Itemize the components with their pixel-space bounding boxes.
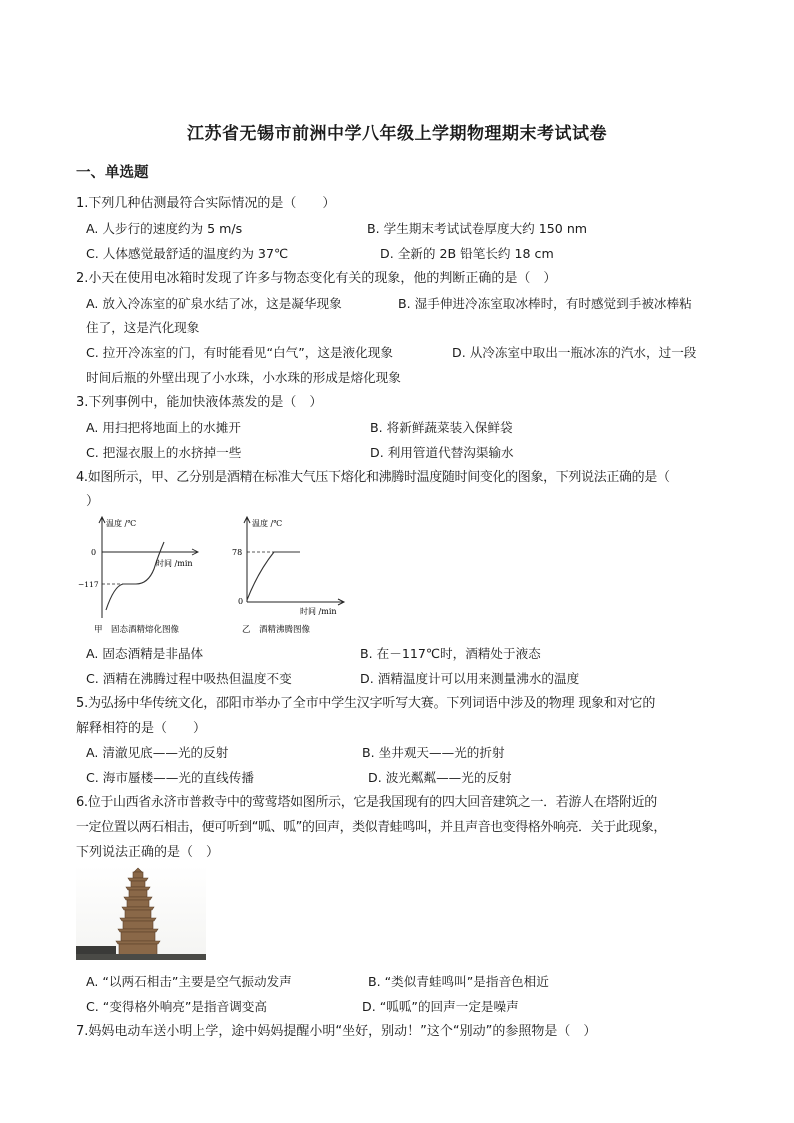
question-4-option-b: B. 在－117℃时，酒精处于液态 [360, 646, 541, 661]
question-4-option-d: D. 酒精温度计可以用来测量沸水的温度 [360, 671, 580, 686]
melting-graph-figure [78, 514, 203, 640]
question-2-stem: 2.小天在使用电冰箱时发现了许多与物态变化有关的现象，他的判断正确的是（ ） [76, 271, 557, 286]
question-5-stem-cont: 解释相符的是（ ） [76, 721, 207, 736]
question-5-option-b: B. 坐井观天——光的折射 [362, 745, 505, 760]
section-heading: 一、单选题 [76, 165, 149, 181]
boiling-graph-figure [230, 514, 350, 640]
question-3-option-a: A. 用扫把将地面上的水摊开 [86, 420, 241, 435]
melting-xlabel: 时间 /min [156, 559, 193, 568]
melting-tick-minus117: −117 [78, 580, 99, 589]
question-2-option-b-cont: 住了，这是汽化现象 [86, 320, 200, 335]
question-5-stem: 5.为弘扬中华传统文化，邵阳市举办了全市中学生汉字听写大赛。下列词语中涉及的物理 现象和对它的 [76, 696, 656, 711]
question-1-stem: 1.下列几种估测最符合实际情况的是（ ） [76, 196, 336, 211]
question-6-stem: 6.位于山西省永济市普救寺中的莺莺塔如图所示，它是我国现有的四大回音建筑之一．若游人在塔附近的 [76, 795, 657, 810]
question-2-option-a: A. 放入冷冻室的矿泉水结了冰，这是凝华现象 [86, 296, 342, 311]
question-1-option-b: B. 学生期末考试试卷厚度大约 150 nm [367, 221, 588, 236]
question-6-option-c: C. “变得格外响亮”是指音调变高 [86, 999, 267, 1014]
boiling-tick-78: 78 [232, 548, 243, 557]
page-title: 江苏省无锡市前洲中学八年级上学期物理期末考试试卷 [187, 124, 607, 144]
question-3-stem: 3.下列事例中，能加快液体蒸发的是（ ） [76, 395, 323, 410]
question-2-option-c: C. 拉开冷冻室的门，有时能看见“白气”，这是液化现象 [86, 345, 393, 360]
question-5-option-a: A. 清澈见底——光的反射 [86, 745, 229, 760]
question-4-option-a: A. 固态酒精是非晶体 [86, 646, 204, 661]
pagoda-photo [76, 866, 206, 960]
question-6-option-b: B. “类似青蛙鸣叫”是指音色相近 [368, 974, 549, 989]
question-4-option-c: C. 酒精在沸腾过程中吸热但温度不变 [86, 671, 292, 686]
question-1-option-d: D. 全新的 2B 铅笔长约 18 cm [380, 246, 554, 261]
boiling-ylabel: 温度 /℃ [252, 519, 283, 528]
question-2-option-d: D. 从冷冻室中取出一瓶冰冻的汽水，过一段 [452, 345, 697, 360]
question-5-option-c: C. 海市蜃楼——光的直线传播 [86, 770, 254, 785]
question-6-option-a: A. “以两石相击”主要是空气振动发声 [86, 974, 292, 989]
question-1-option-a: A. 人步行的速度约为 5 m/s [86, 221, 243, 236]
question-6-stem-cont2: 下列说法正确的是（ ） [76, 845, 220, 860]
question-3-option-c: C. 把湿衣服上的水挤掉一些 [86, 445, 242, 460]
boiling-xlabel: 时间 /min [300, 607, 337, 616]
question-4-stem-cont: ） [86, 494, 100, 509]
melting-tick-zero: 0 [91, 548, 97, 557]
boiling-caption: 乙 酒精沸腾图像 [242, 625, 311, 635]
question-2-option-d-cont: 时间后瓶的外壁出现了小水珠，小水珠的形成是熔化现象 [86, 370, 401, 385]
question-1-option-c: C. 人体感觉最舒适的温度约为 37℃ [86, 246, 289, 261]
melting-graph-axes [99, 517, 105, 618]
question-6-option-d: D. “呱呱”的回声一定是噪声 [362, 999, 519, 1014]
melting-ylabel: 温度 /℃ [106, 519, 137, 528]
question-2-option-b: B. 湿手伸进冷冻室取冰棒时，有时感觉到手被冰棒粘 [398, 296, 692, 311]
question-6-stem-cont: 一定位置以两石相击，便可听到“呱、呱”的回声，类似青蛙鸣叫，并且声音也变得格外响亮．关于此现象， [76, 820, 666, 835]
question-3-option-b: B. 将新鲜蔬菜装入保鲜袋 [370, 420, 513, 435]
question-3-option-d: D. 利用管道代替沟渠输水 [370, 445, 514, 460]
boiling-graph-axes [244, 517, 344, 605]
boiling-tick-origin: 0 [238, 597, 244, 606]
boiling-curve [247, 552, 300, 600]
question-7-stem: 7.妈妈电动车送小明上学，途中妈妈提醒小明“坐好，别动！”这个“别动”的参照物是（ ） [76, 1024, 597, 1039]
melting-caption: 甲 固态酒精熔化图像 [94, 625, 180, 635]
question-5-option-d: D. 波光粼粼——光的反射 [368, 770, 512, 785]
question-4-stem: 4.如图所示，甲、乙分别是酒精在标准大气压下熔化和沸腾时温度随时间变化的图象，下列说法正确的是（ [76, 470, 670, 485]
